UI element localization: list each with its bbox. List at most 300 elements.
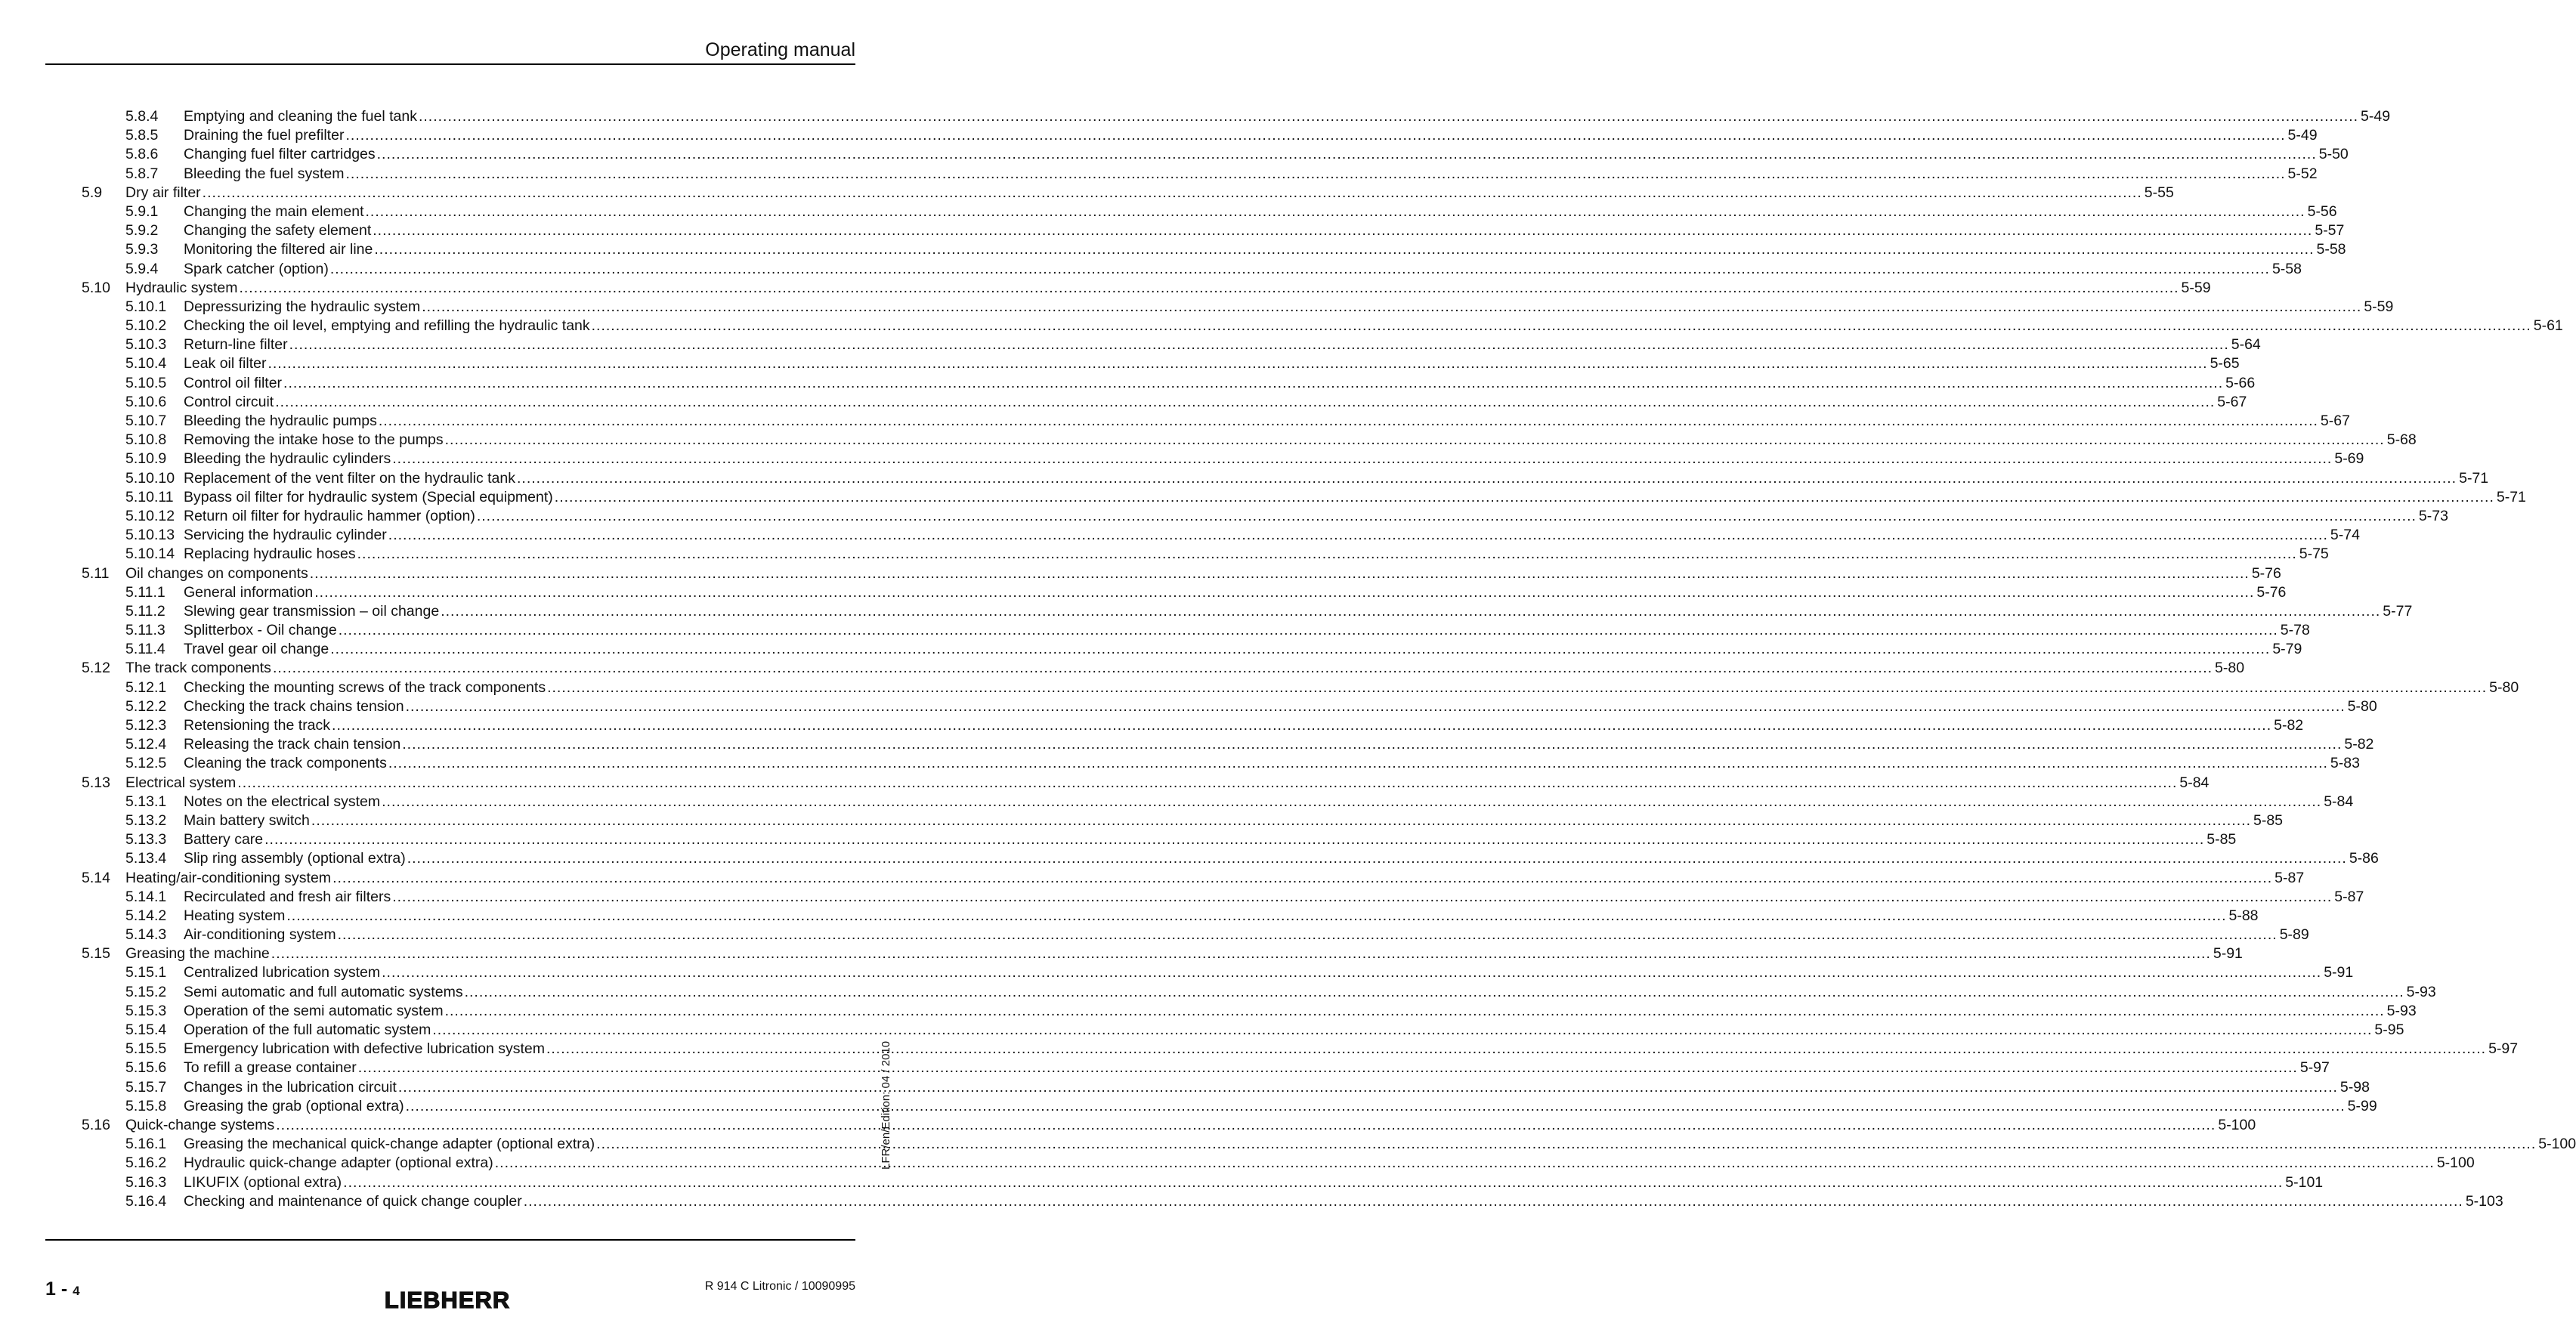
toc-subsection-row	[82, 811, 2284, 830]
toc-leader-dots: ................................................................................................................................................................................................................................................................................................................................................................................................................	[332, 869, 2273, 886]
toc-number: 5.8.7	[125, 165, 159, 182]
toc-number: 5.10.7	[125, 413, 167, 429]
toc-number: 5.15.6	[125, 1059, 167, 1077]
toc-subsection-row	[82, 1173, 2324, 1192]
toc-leader-dots: ................................................................................................................................................................................................................................................................................................................................................................................................................	[311, 811, 2251, 829]
toc-page-ref: 5-99	[2347, 1097, 2377, 1114]
toc-page-ref: 5-55	[2144, 184, 2174, 201]
toc-page-ref: 5-100	[2436, 1154, 2475, 1172]
toc-title: Draining the fuel prefilter	[184, 127, 345, 144]
toc-page-ref: 5-86	[2349, 850, 2379, 867]
toc-subsection-row	[82, 107, 2391, 126]
toc-title: Cleaning the track components	[184, 755, 387, 772]
toc-subsection-row	[82, 1002, 2417, 1021]
toc-title: Bleeding the hydraulic pumps	[184, 413, 377, 429]
toc-leader-dots: ................................................................................................................................................................................................................................................................................................................................................................................................................	[357, 1059, 2298, 1077]
toc-page-ref: 5-80	[2489, 678, 2519, 696]
toc-number: 5.10.10	[125, 469, 175, 487]
toc-leader-dots: ................................................................................................................................................................................................................................................................................................................................................................................................................	[267, 355, 2208, 372]
toc-leader-dots: ................................................................................................................................................................................................................................................................................................................................................................................................................	[286, 907, 2227, 924]
toc-page-ref: 5-84	[2179, 774, 2210, 791]
toc-leader-dots: ................................................................................................................................................................................................................................................................................................................................................................................................................	[202, 184, 2142, 201]
toc-page-ref: 5-73	[2418, 507, 2448, 524]
toc-subsection-row	[82, 526, 2360, 545]
toc-subsection-row	[82, 260, 2302, 279]
toc-leader-dots: ................................................................................................................................................................................................................................................................................................................................................................................................................	[397, 1078, 2338, 1096]
toc-page-ref: 5-85	[2206, 831, 2237, 848]
toc-number: 5.8.6	[125, 146, 159, 163]
toc-leader-dots: ................................................................................................................................................................................................................................................................................................................................................................................................................	[591, 317, 2531, 335]
toc-subsection-row	[82, 450, 2364, 468]
toc-title: Semi automatic and full automatic systems	[184, 983, 463, 1000]
toc-section-row	[82, 564, 2281, 583]
toc-title: Emergency lubrication with defective lubrication system	[184, 1040, 545, 1058]
toc-subsection-row	[82, 126, 2318, 145]
page-number-sub: 4	[73, 1284, 80, 1298]
toc-page-ref: 5-59	[2364, 298, 2394, 315]
edition-note: LFR/en/Edition: 04 / 2010	[880, 1040, 892, 1170]
toc-title: To refill a grease container	[184, 1059, 357, 1077]
toc-number: 5.14	[82, 869, 110, 886]
toc-subsection-row	[82, 317, 2563, 335]
toc-subsection-row	[82, 335, 2261, 354]
toc-subsection-row	[82, 165, 2318, 184]
toc-page-ref: 5-76	[2256, 583, 2287, 601]
page-number	[45, 1278, 80, 1300]
toc-leader-dots: ................................................................................................................................................................................................................................................................................................................................................................................................................	[382, 793, 2322, 810]
toc-number: 5.8.5	[125, 127, 159, 144]
toc-number: 5.15.4	[125, 1022, 167, 1038]
toc-page-ref: 5-49	[2287, 127, 2318, 144]
toc-subsection-row	[82, 830, 2237, 849]
toc-subsection-row	[82, 1154, 2475, 1173]
toc-leader-dots: ................................................................................................................................................................................................................................................................................................................................................................................................................	[546, 1040, 2487, 1058]
toc-title: Changing fuel filter cartridges	[184, 146, 376, 163]
toc-page-ref: 5-84	[2324, 793, 2354, 810]
toc-title: Checking the mounting screws of the track components	[184, 678, 546, 696]
toc-leader-dots: ................................................................................................................................................................................................................................................................................................................................................................................................................	[264, 831, 2205, 848]
toc-leader-dots: ................................................................................................................................................................................................................................................................................................................................................................................................................	[405, 697, 2346, 715]
toc-leader-dots: ................................................................................................................................................................................................................................................................................................................................................................................................................	[517, 469, 2457, 487]
toc-title: Servicing the hydraulic cylinder	[184, 527, 387, 544]
toc-title: Electrical system	[125, 774, 237, 791]
toc-page-ref: 5-82	[2274, 717, 2304, 734]
toc-page-ref: 5-56	[2307, 202, 2337, 220]
toc-number: 5.16	[82, 1116, 110, 1133]
toc-leader-dots: ................................................................................................................................................................................................................................................................................................................................................................................................................	[283, 374, 2224, 391]
toc-page-ref: 5-75	[2299, 546, 2329, 563]
toc-page-ref: 5-64	[2231, 336, 2261, 354]
toc-number: 5.13	[82, 774, 110, 791]
toc-page-ref: 5-61	[2533, 317, 2563, 335]
toc-leader-dots: ................................................................................................................................................................................................................................................................................................................................................................................................................	[271, 945, 2211, 963]
toc-title: Releasing the track chain tension	[184, 736, 401, 753]
toc-number: 5.16.1	[125, 1136, 167, 1153]
toc-title: Heating/air-conditioning system	[125, 869, 332, 886]
toc-number: 5.16.3	[125, 1173, 167, 1191]
toc-page-ref: 5-68	[2386, 431, 2417, 449]
toc-subsection-row	[82, 145, 2349, 164]
toc-number: 5.14.1	[125, 888, 167, 905]
toc-leader-dots: ................................................................................................................................................................................................................................................................................................................................................................................................................	[402, 736, 2343, 753]
toc-leader-dots: ................................................................................................................................................................................................................................................................................................................................................................................................................	[373, 222, 2313, 240]
toc-page-ref: 5-77	[2383, 602, 2413, 620]
toc-page-ref: 5-57	[2315, 222, 2345, 240]
footer-rule	[45, 1239, 855, 1241]
toc-leader-dots: ................................................................................................................................................................................................................................................................................................................................................................................................................	[554, 488, 2494, 505]
toc-title: Return oil filter for hydraulic hammer (option)	[184, 507, 475, 524]
toc-section-row	[82, 279, 2211, 298]
toc-subsection-row	[82, 393, 2247, 412]
toc-page-ref: 5-100	[2218, 1116, 2256, 1133]
toc-subsection-row	[82, 640, 2302, 659]
toc-page-ref: 5-83	[2330, 755, 2360, 772]
toc-number: 5.10.11	[125, 488, 174, 505]
toc-number: 5.10.5	[125, 374, 167, 391]
toc-page-ref: 5-95	[2374, 1022, 2404, 1038]
toc-subsection-row	[82, 374, 2256, 393]
toc-title: LIKUFIX (optional extra)	[184, 1173, 342, 1191]
toc-leader-dots: ................................................................................................................................................................................................................................................................................................................................................................................................................	[330, 641, 2271, 658]
toc-title: Control oil filter	[184, 374, 283, 391]
toc-page-ref: 5-87	[2274, 869, 2305, 886]
toc-page-ref: 5-76	[2251, 564, 2281, 582]
logo-wordmark: LIEBHERR	[384, 1287, 511, 1313]
toc-number: 5.11.1	[125, 583, 165, 601]
toc-section-row	[82, 869, 2305, 888]
toc-title: Air-conditioning system	[184, 926, 336, 944]
toc-number: 5.15.8	[125, 1097, 167, 1114]
toc-subsection-row	[82, 412, 2350, 431]
toc-leader-dots: ................................................................................................................................................................................................................................................................................................................................................................................................................	[345, 127, 2286, 144]
toc-page-ref: 5-66	[2225, 374, 2256, 391]
toc-title: Hydraulic quick-change adapter (optional extra)	[184, 1154, 493, 1172]
toc-number: 5.13.2	[125, 811, 167, 829]
toc-number: 5.10.3	[125, 336, 167, 354]
toc-page-ref: 5-101	[2285, 1173, 2324, 1191]
toc-subsection-row	[82, 963, 2354, 982]
toc-number: 5.15.5	[125, 1040, 167, 1058]
toc-title: Changes in the lubrication circuit	[184, 1078, 397, 1096]
toc-leader-dots: ................................................................................................................................................................................................................................................................................................................................................................................................................	[388, 527, 2328, 544]
toc-number: 5.10.9	[125, 450, 167, 468]
toc-title: Greasing the mechanical quick-change adapter (optional extra)	[184, 1136, 595, 1153]
toc-number: 5.14.2	[125, 907, 167, 924]
toc-leader-dots: ................................................................................................................................................................................................................................................................................................................................................................................................................	[422, 298, 2362, 315]
toc-title: Battery care	[184, 831, 264, 848]
toc-leader-dots: ................................................................................................................................................................................................................................................................................................................................................................................................................	[374, 241, 2315, 258]
toc-leader-dots: ................................................................................................................................................................................................................................................................................................................................................................................................................	[237, 774, 2178, 791]
toc-number: 5.15.7	[125, 1078, 167, 1096]
toc-leader-dots: ................................................................................................................................................................................................................................................................................................................................................................................................................	[392, 888, 2333, 905]
toc-number: 5.16.2	[125, 1154, 167, 1172]
toc-title: Bleeding the hydraulic cylinders	[184, 450, 391, 468]
toc-number: 5.12.2	[125, 697, 167, 715]
toc-title: Slip ring assembly (optional extra)	[184, 850, 406, 867]
toc-title: Changing the main element	[184, 202, 364, 220]
toc-number: 5.15.1	[125, 964, 167, 981]
toc-leader-dots: ................................................................................................................................................................................................................................................................................................................................................................................................................	[407, 850, 2347, 867]
toc-subsection-row	[82, 793, 2354, 811]
toc-page-ref: 5-71	[2496, 488, 2526, 505]
toc-title: Hydraulic system	[125, 279, 238, 296]
toc-page-ref: 5-91	[2213, 945, 2243, 963]
toc-number: 5.15.2	[125, 983, 167, 1000]
toc-page-ref: 5-85	[2253, 811, 2284, 829]
toc-number: 5.12.3	[125, 717, 167, 734]
toc-page-ref: 5-82	[2344, 736, 2374, 753]
toc-subsection-row	[82, 983, 2436, 1002]
toc-leader-dots: ................................................................................................................................................................................................................................................................................................................................................................................................................	[441, 602, 2381, 620]
toc-number: 5.10.1	[125, 298, 167, 315]
toc-title: Changing the safety element	[184, 222, 372, 240]
toc-title: Operation of the semi automatic system	[184, 1002, 444, 1019]
toc-subsection-row	[82, 1078, 2370, 1097]
toc-number: 5.10.13	[125, 527, 175, 544]
toc-page-ref: 5-100	[2538, 1136, 2576, 1153]
toc-title: Return-line filter	[184, 336, 288, 354]
toc-number: 5.10.4	[125, 355, 167, 372]
toc-leader-dots: ................................................................................................................................................................................................................................................................................................................................................................................................................	[494, 1154, 2435, 1172]
toc-subsection-row	[82, 221, 2345, 240]
toc-title: Operation of the full automatic system	[184, 1022, 431, 1038]
toc-number: 5.10	[82, 279, 110, 296]
toc-page-ref: 5-50	[2318, 146, 2349, 163]
toc-leader-dots: ................................................................................................................................................................................................................................................................................................................................................................................................................	[444, 1002, 2385, 1019]
toc-leader-dots: ................................................................................................................................................................................................................................................................................................................................................................................................................	[338, 622, 2278, 639]
toc-title: Control circuit	[184, 393, 274, 410]
toc-page-ref: 5-74	[2330, 527, 2360, 544]
toc-number: 5.15	[82, 945, 110, 963]
toc-leader-dots: ................................................................................................................................................................................................................................................................................................................................................................................................................	[309, 564, 2250, 582]
toc-number: 5.8.4	[125, 108, 159, 125]
toc-title: Greasing the machine	[125, 945, 270, 963]
toc-subsection-row	[82, 431, 2417, 450]
toc-subsection-row	[82, 354, 2240, 373]
toc-page-ref: 5-78	[2280, 622, 2310, 639]
toc-section-row	[82, 944, 2243, 963]
toc-title: Replacing hydraulic hoses	[184, 546, 356, 563]
toc-subsection-row	[82, 202, 2337, 221]
toc-section-row	[82, 1116, 2256, 1135]
toc-page-ref: 5-67	[2217, 393, 2247, 410]
toc-title: Bypass oil filter for hydraulic system (Special equipment)	[184, 488, 553, 505]
toc-leader-dots: ................................................................................................................................................................................................................................................................................................................................................................................................................	[382, 964, 2322, 981]
toc-leader-dots: ................................................................................................................................................................................................................................................................................................................................................................................................................	[276, 1116, 2216, 1133]
toc-page-ref: 5-103	[2465, 1192, 2503, 1210]
toc-number: 5.12.1	[125, 678, 167, 696]
toc-leader-dots: ................................................................................................................................................................................................................................................................................................................................................................................................................	[329, 260, 2270, 277]
toc-number: 5.11	[82, 564, 110, 582]
toc-title: Checking and maintenance of quick change coupler	[184, 1192, 522, 1210]
toc-page-ref: 5-89	[2279, 926, 2309, 944]
toc-leader-dots: ................................................................................................................................................................................................................................................................................................................................................................................................................	[332, 717, 2272, 734]
toc-page-ref: 5-58	[2316, 241, 2346, 258]
toc-page-ref: 5-71	[2459, 469, 2489, 487]
toc-title: Bleeding the fuel system	[184, 165, 345, 182]
toc-subsection-row	[82, 926, 2309, 944]
toc-number: 5.10.8	[125, 431, 167, 449]
toc-title: Emptying and cleaning the fuel tank	[184, 108, 417, 125]
toc-page-ref: 5-79	[2272, 641, 2302, 658]
toc-title: The track components	[125, 660, 271, 677]
toc-title: Slewing gear transmission – oil change	[184, 602, 440, 620]
toc-title: Heating system	[184, 907, 286, 924]
toc-subsection-row	[82, 1021, 2404, 1040]
toc-leader-dots: ................................................................................................................................................................................................................................................................................................................................................................................................................	[432, 1022, 2373, 1038]
toc-leader-dots: ................................................................................................................................................................................................................................................................................................................................................................................................................	[345, 165, 2286, 182]
toc-subsection-row	[82, 735, 2374, 754]
toc-subsection-row	[82, 1040, 2519, 1059]
toc-page-ref: 5-87	[2334, 888, 2364, 905]
toc-number: 5.9.3	[125, 241, 159, 258]
toc-leader-dots: ................................................................................................................................................................................................................................................................................................................................................................................................................	[405, 1097, 2346, 1114]
toc-subsection-row	[82, 888, 2364, 907]
toc-subsection-row	[82, 507, 2448, 526]
toc-page-ref: 5-80	[2215, 660, 2245, 677]
toc-leader-dots: ................................................................................................................................................................................................................................................................................................................................................................................................................	[523, 1192, 2463, 1210]
toc-number: 5.12	[82, 660, 110, 677]
header-rule	[45, 63, 855, 65]
toc-leader-dots: ................................................................................................................................................................................................................................................................................................................................................................................................................	[388, 755, 2328, 772]
toc-title: Oil changes on components	[125, 564, 308, 582]
toc-leader-dots: ................................................................................................................................................................................................................................................................................................................................................................................................................	[314, 583, 2255, 601]
liebherr-logo	[372, 1287, 523, 1312]
page-header-title: Operating manual	[705, 39, 855, 60]
toc-title: Centralized lubrication system	[184, 964, 381, 981]
toc-title: Checking the track chains tension	[184, 697, 404, 715]
toc-number: 5.11.4	[125, 641, 165, 658]
toc-leader-dots: ................................................................................................................................................................................................................................................................................................................................................................................................................	[476, 507, 2417, 524]
toc-number: 5.10.6	[125, 393, 167, 410]
toc-title: Monitoring the filtered air line	[184, 241, 373, 258]
toc-number: 5.10.2	[125, 317, 167, 335]
toc-number: 5.12.4	[125, 736, 167, 753]
toc-number: 5.14.3	[125, 926, 167, 944]
toc-page-ref: 5-59	[2181, 279, 2211, 296]
toc-number: 5.10.14	[125, 546, 175, 563]
toc-subsection-row	[82, 583, 2287, 602]
toc-number: 5.9.4	[125, 260, 159, 277]
toc-page-ref: 5-93	[2406, 983, 2436, 1000]
toc-leader-dots: ................................................................................................................................................................................................................................................................................................................................................................................................................	[392, 450, 2333, 468]
toc-number: 5.9.1	[125, 202, 159, 220]
toc-number: 5.16.4	[125, 1192, 167, 1210]
toc-leader-dots: ................................................................................................................................................................................................................................................................................................................................................................................................................	[289, 336, 2229, 354]
toc-page-ref: 5-49	[2361, 108, 2391, 125]
toc-title: Travel gear oil change	[184, 641, 329, 658]
toc-subsection-row	[82, 621, 2310, 640]
toc-leader-dots: ................................................................................................................................................................................................................................................................................................................................................................................................................	[418, 108, 2359, 125]
toc-number: 5.11.2	[125, 602, 165, 620]
toc-title: Spark catcher (option)	[184, 260, 329, 277]
toc-leader-dots: ................................................................................................................................................................................................................................................................................................................................................................................................................	[378, 413, 2318, 429]
toc-page-ref: 5-98	[2339, 1078, 2370, 1096]
toc-title: Splitterbox - Oil change	[184, 622, 337, 639]
toc-title: Depressurizing the hydraulic system	[184, 298, 421, 315]
toc-subsection-row	[82, 716, 2304, 735]
toc-title: Notes on the electrical system	[184, 793, 381, 810]
toc-subsection-row	[82, 697, 2377, 716]
toc-number: 5.13.4	[125, 850, 167, 867]
page-number-main: 1 -	[45, 1278, 68, 1300]
toc-leader-dots: ................................................................................................................................................................................................................................................................................................................................................................................................................	[343, 1173, 2284, 1191]
toc-page-ref: 5-91	[2324, 964, 2354, 981]
toc-leader-dots: ................................................................................................................................................................................................................................................................................................................................................................................................................	[596, 1136, 2537, 1153]
toc-number: 5.11.3	[125, 622, 165, 639]
toc-section-row	[82, 184, 2174, 202]
toc-subsection-row	[82, 1097, 2377, 1116]
toc-number: 5.13.3	[125, 831, 167, 848]
toc-number: 5.12.5	[125, 755, 167, 772]
toc-section-row	[82, 659, 2245, 678]
toc-subsection-row	[82, 754, 2360, 773]
toc-title: Checking the oil level, emptying and refilling the hydraulic tank	[184, 317, 590, 335]
toc-page-ref: 5-93	[2386, 1002, 2417, 1019]
toc-leader-dots: ................................................................................................................................................................................................................................................................................................................................................................................................................	[357, 546, 2297, 563]
toc-subsection-row	[82, 1192, 2503, 1211]
toc-subsection-row	[82, 1135, 2576, 1154]
toc-leader-dots: ................................................................................................................................................................................................................................................................................................................................................................................................................	[275, 393, 2216, 410]
model-reference: R 914 C Litronic / 10090995	[704, 1280, 855, 1293]
toc-subsection-row	[82, 545, 2329, 564]
toc-leader-dots: ................................................................................................................................................................................................................................................................................................................................................................................................................	[272, 660, 2213, 677]
toc-title: General information	[184, 583, 314, 601]
toc-leader-dots: ................................................................................................................................................................................................................................................................................................................................................................................................................	[337, 926, 2278, 944]
toc-leader-dots: ................................................................................................................................................................................................................................................................................................................................................................................................................	[444, 431, 2385, 449]
toc-subsection-row	[82, 469, 2489, 488]
toc-page-ref: 5-88	[2228, 907, 2259, 924]
toc-page-ref: 5-80	[2347, 697, 2377, 715]
toc-title: Quick-change systems	[125, 1116, 275, 1133]
toc-number: 5.15.3	[125, 1002, 167, 1019]
toc-leader-dots: ................................................................................................................................................................................................................................................................................................................................................................................................................	[547, 678, 2488, 696]
toc-number: 5.13.1	[125, 793, 167, 810]
toc-title: Removing the intake hose to the pumps	[184, 431, 444, 449]
toc-title: Recirculated and fresh air filters	[184, 888, 391, 905]
toc-title: Greasing the grab (optional extra)	[184, 1097, 404, 1114]
toc-subsection-row	[82, 849, 2379, 868]
toc-subsection-row	[82, 602, 2413, 621]
toc-page-ref: 5-97	[2488, 1040, 2519, 1058]
toc-title: Main battery switch	[184, 811, 310, 829]
toc-leader-dots: ................................................................................................................................................................................................................................................................................................................................................................................................................	[464, 983, 2404, 1000]
toc-subsection-row	[82, 907, 2259, 926]
toc-number: 5.9.2	[125, 222, 159, 240]
toc-subsection-row	[82, 240, 2346, 259]
toc-subsection-row	[82, 678, 2519, 697]
toc-number: 5.10.12	[125, 507, 175, 524]
toc-page-ref: 5-69	[2334, 450, 2364, 468]
toc-title: Leak oil filter	[184, 355, 267, 372]
toc-subsection-row	[82, 488, 2526, 507]
toc-page-ref: 5-65	[2210, 355, 2240, 372]
toc-title: Dry air filter	[125, 184, 201, 201]
toc-leader-dots: ................................................................................................................................................................................................................................................................................................................................................................................................................	[376, 146, 2317, 163]
toc-subsection-row	[82, 298, 2394, 317]
toc-number: 5.9	[82, 184, 103, 201]
toc-title: Retensioning the track	[184, 717, 331, 734]
toc-page-ref: 5-67	[2320, 413, 2350, 429]
toc-leader-dots: ................................................................................................................................................................................................................................................................................................................................................................................................................	[239, 279, 2179, 296]
toc-subsection-row	[82, 1059, 2330, 1077]
toc-section-row	[82, 774, 2210, 793]
toc-page-ref: 5-52	[2287, 165, 2318, 182]
toc-page-ref: 5-97	[2299, 1059, 2330, 1077]
toc-page-ref: 5-58	[2271, 260, 2302, 277]
toc-leader-dots: ................................................................................................................................................................................................................................................................................................................................................................................................................	[365, 202, 2305, 220]
toc-title: Replacement of the vent filter on the hydraulic tank	[184, 469, 515, 487]
